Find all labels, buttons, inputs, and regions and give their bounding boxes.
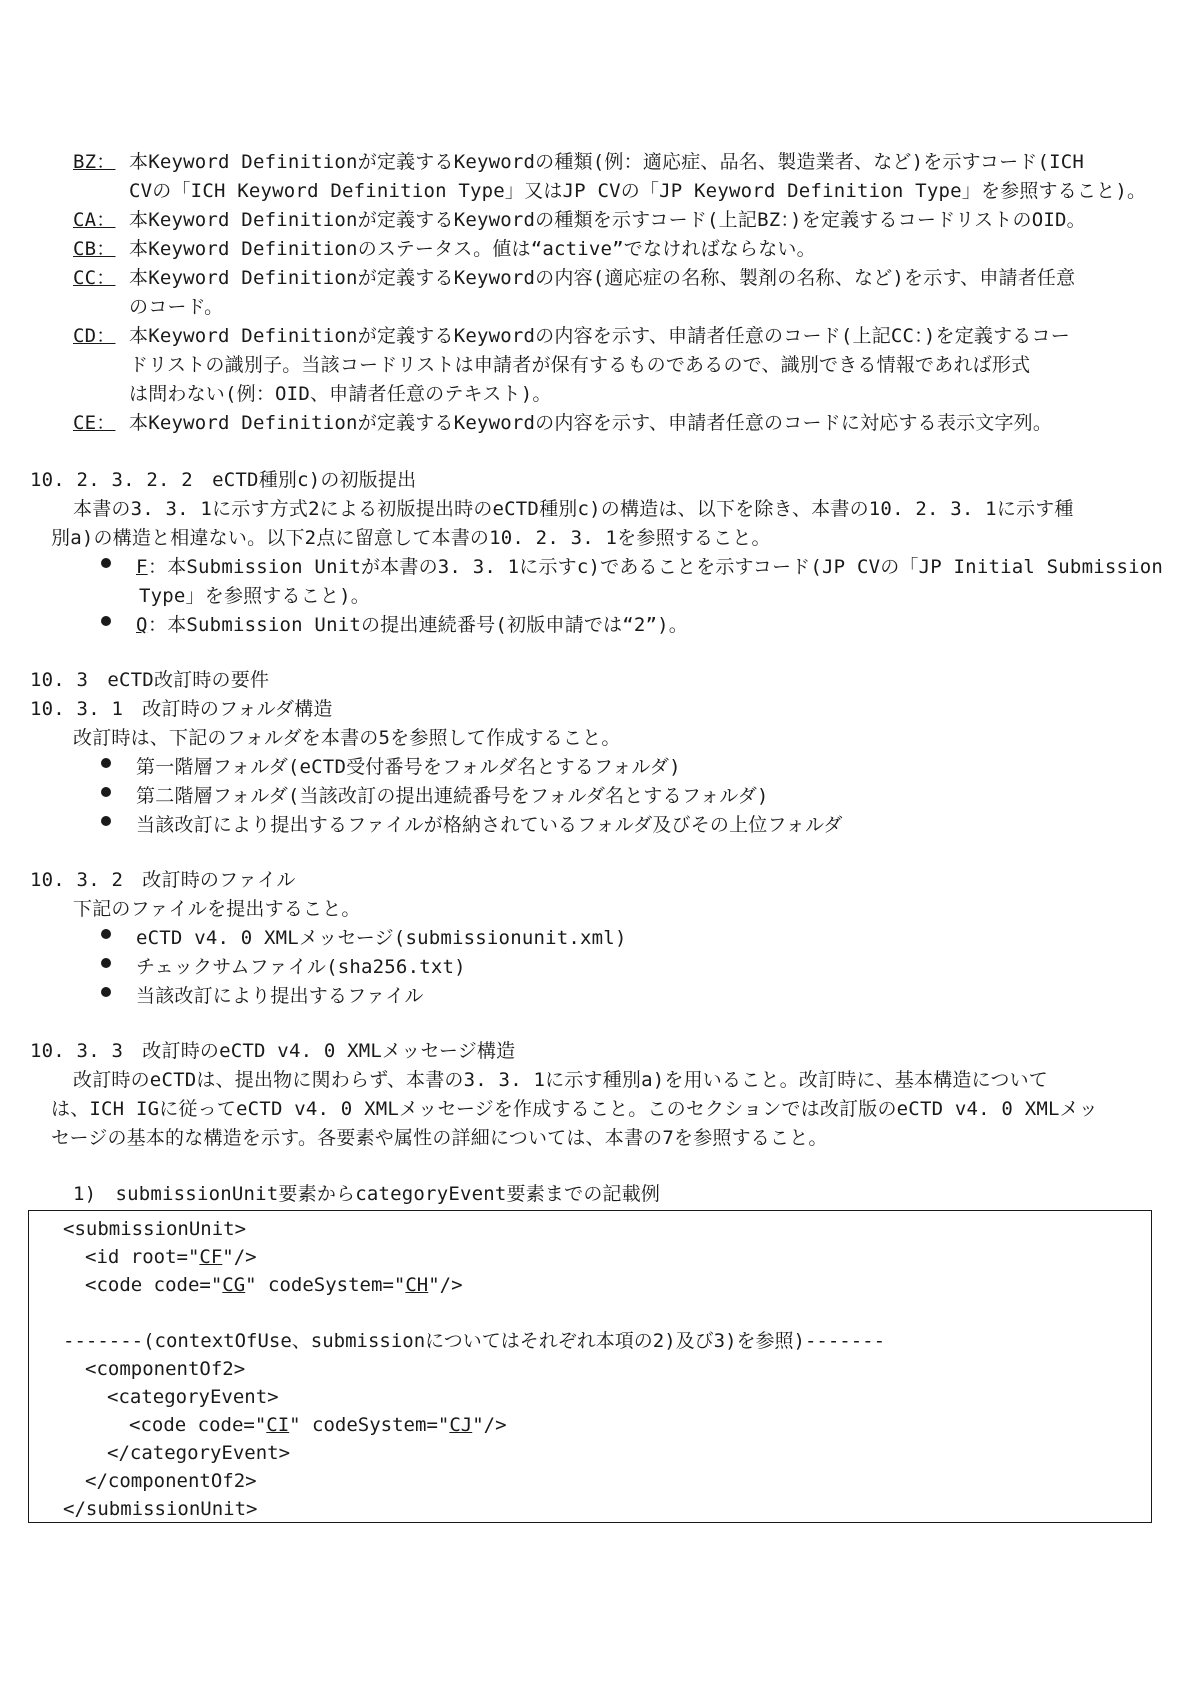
paragraph-line: セージの基本的な構造を示す。各要素や属性の詳細については、本書の7を参照すること。 [51,1127,828,1149]
code-placeholder: CJ [449,1414,473,1436]
definition-text: CVの「ICH Keyword Definition Type」又はJP CVの「JP Keyword Definition Type」を参照すること)。 [129,180,1147,202]
section-heading: 10. 3. 2 改訂時のファイル [30,869,296,891]
bullet-text: 第二階層フォルダ(当該改訂の提出連続番号をフォルダ名とするフォルダ) [136,785,769,807]
bullet-text: 当該改訂により提出するファイルが格納されているフォルダ及びその上位フォルダ [136,814,843,836]
code-example-box [28,1210,1152,1523]
bullet-dot [101,787,111,797]
code-line: <submissionUnit> [63,1218,247,1240]
definition-term: BZ： [73,151,116,173]
code-line: <categoryEvent> [107,1386,279,1408]
bullet-dot [101,816,111,826]
definition-text: 本Keyword Definitionが定義するKeywordの内容を示す、申請者任意のコードに対応する表示文字列。 [129,412,1053,434]
section-heading: 10. 3. 3 改訂時のeCTD v4. 0 XMLメッセージ構造 [30,1040,516,1062]
code-line: <componentOf2> [85,1358,246,1380]
section-heading: 10. 3 eCTD改訂時の要件 [30,669,270,691]
definition-text: 本Keyword Definitionが定義するKeywordの内容を示す、申請者任意のコード(上記CC：)を定義するコー [129,325,1070,347]
definition-term: CB： [73,238,116,260]
bullet-text: ：本Submission Unitの提出連続番号(初版申請では“2”)。 [148,614,688,636]
bullet-text: eCTD v4. 0 XMLメッセージ(submissionunit.xml) [136,927,627,949]
section-subheading: 10. 3. 1 改訂時のフォルダ構造 [30,698,333,720]
code-line: </componentOf2> [85,1470,257,1492]
bullet-text: 第一階層フォルダ(eCTD受付番号をフォルダ名とするフォルダ) [136,756,681,778]
code-placeholder: CG [222,1274,246,1296]
bullet-term: Q [136,614,148,636]
definition-text: のコード。 [129,296,224,318]
definition-text: 本Keyword Definitionが定義するKeywordの種類を示すコード(上記BZ：)を定義するコードリストのOID。 [129,209,1086,231]
section-heading: 10. 2. 3. 2. 2 eCTD種別c)の初版提出 [30,469,417,491]
paragraph-line: 別a)の構造と相違ない。以下2点に留意して本書の10. 2. 3. 1を参照すること。 [51,527,771,549]
bullet-text: Type」を参照すること)。 [139,585,370,607]
definition-term: CC： [73,267,116,289]
code-placeholder: CI [266,1414,290,1436]
bullet-text: ：本Submission Unitが本書の3. 3. 1に示すc)であることを示すコード(JP CVの「JP Initial Submission [148,556,1164,578]
bullet-dot [101,987,111,997]
code-placeholder: CH [405,1274,429,1296]
definition-term: CD： [73,325,116,347]
bullet-dot [101,558,111,568]
definition-text: ドリストの識別子。当該コードリストは申請者が保有するものであるので、識別できる情報であれば形式 [129,354,1031,376]
definition-term: CE： [73,412,116,434]
code-placeholder: CF [199,1246,223,1268]
definition-text: は問わない(例：OID、申請者任意のテキスト)。 [129,383,552,405]
definition-term: CA： [73,209,116,231]
definition-text: 本Keyword Definitionが定義するKeywordの種類(例：適応症、品名、製造業者、など)を示すコード(ICH [129,151,1085,173]
paragraph-line: 改訂時は、下記のフォルダを本書の5を参照して作成すること。 [73,727,621,749]
paragraph-line: 改訂時のeCTDは、提出物に関わらず、本書の3. 3. 1に示す種別a)を用いること。改訂時に、基本構造について [73,1069,1049,1091]
bullet-dot [101,758,111,768]
definition-text: 本Keyword Definitionのステータス。値は“active”でなければならない。 [129,238,816,260]
bullet-term: F [136,556,148,578]
bullet-text: 当該改訂により提出するファイル [136,985,424,1007]
paragraph-line: 下記のファイルを提出すること。 [73,898,361,920]
paragraph-line: は、ICH IGに従ってeCTD v4. 0 XMLメッセージを作成すること。このセクションでは改訂版のeCTD v4. 0 XMLメッ [51,1098,1099,1120]
paragraph-line: 本書の3. 3. 1に示す方式2による初版提出時のeCTD種別c)の構造は、以下を除き、本書の10. 2. 3. 1に示す種 [73,498,1074,520]
example-caption: 1) submissionUnit要素からcategoryEvent要素までの記載例 [73,1183,661,1205]
code-separator-line: -------(contextOfUse、submissionについてはそれぞれ本項の2)及び3)を参照)------- [63,1330,886,1352]
code-line: <id root="CF"/> [85,1246,257,1268]
bullet-text: チェックサムファイル(sha256.txt) [136,956,466,978]
code-line: </submissionUnit> [63,1498,258,1520]
bullet-dot [101,616,111,626]
code-line: </categoryEvent> [107,1442,291,1464]
bullet-dot [101,929,111,939]
code-line: <code code="CI" codeSystem="CJ"/> [129,1414,507,1436]
bullet-dot [101,958,111,968]
code-line: <code code="CG" codeSystem="CH"/> [85,1274,463,1296]
definition-text: 本Keyword Definitionが定義するKeywordの内容(適応症の名称、製剤の名称、など)を示す、申請者任意 [129,267,1076,289]
